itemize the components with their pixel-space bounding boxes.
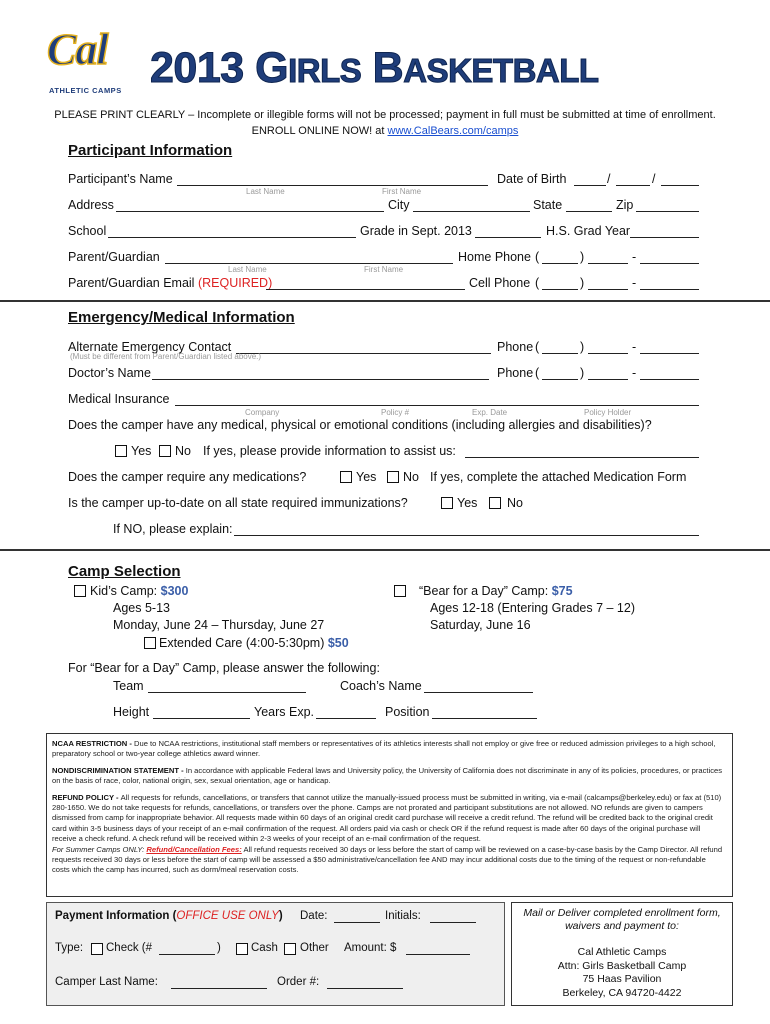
conditions-no-label: No	[175, 444, 191, 458]
meds-yes-checkbox[interactable]	[340, 471, 352, 483]
section-divider	[0, 300, 770, 302]
camper-last-name-label: Camper Last Name:	[55, 976, 158, 988]
camps-link[interactable]: www.CalBears.com/camps	[387, 125, 519, 137]
conditions-details-field[interactable]	[465, 457, 699, 458]
initials-label: Initials:	[385, 910, 421, 922]
height-label: Height	[113, 705, 150, 719]
dob-day-field[interactable]	[616, 185, 650, 186]
amount-field[interactable]	[406, 954, 470, 955]
years-exp-label: Years Exp.	[254, 705, 314, 719]
bear-camp-checkbox[interactable]	[394, 585, 406, 597]
grade-field[interactable]	[475, 237, 541, 238]
extended-care-price: $50	[327, 636, 349, 650]
kids-camp-dates: Monday, June 24 – Thursday, June 27	[113, 618, 325, 632]
dob-year-field[interactable]	[661, 185, 699, 186]
logo-text: Cal	[47, 25, 108, 74]
payment-date-label: Date:	[300, 910, 328, 922]
state-field[interactable]	[566, 211, 612, 212]
conditions-followup: If yes, please provide information to assist us:	[203, 444, 456, 458]
bear-questions-intro: For “Bear for a Day” Camp, please answer the following:	[68, 661, 380, 675]
cal-logo	[47, 24, 125, 98]
alt-phone-area[interactable]	[542, 353, 578, 354]
immunization-question: Is the camper up-to-date on all state required immunizations?	[68, 496, 408, 510]
immun-yes-label: Yes	[457, 496, 478, 510]
print-notice: PLEASE PRINT CLEARLY – Incomplete or illegible forms will not be processed; payment in full must be submitted at time of enrollment.	[54, 109, 716, 121]
cell-phone-label: Cell Phone	[469, 276, 531, 290]
immun-no-label: No	[507, 496, 523, 510]
grad-year-field[interactable]	[630, 237, 699, 238]
alt-phone-line[interactable]	[640, 353, 699, 354]
cell-phone-line[interactable]	[640, 289, 699, 290]
explain-label: If NO, please explain:	[113, 522, 233, 536]
city-label: City	[388, 198, 410, 212]
check-number-field[interactable]	[159, 954, 215, 955]
cash-checkbox[interactable]	[236, 943, 248, 955]
extended-care-label: Extended Care (4:00-5:30pm) $50	[159, 636, 349, 650]
guardian-label: Parent/Guardian	[68, 250, 160, 264]
payment-date-field[interactable]	[334, 922, 380, 923]
address-label: Address	[68, 198, 114, 212]
home-phone-prefix[interactable]	[588, 263, 628, 264]
guardian-first-hint: First Name	[364, 265, 404, 274]
coach-field[interactable]	[424, 692, 533, 693]
cell-phone-area[interactable]	[542, 289, 578, 290]
participant-name-label: Participant’s Name	[68, 172, 173, 186]
team-label: Team	[113, 679, 144, 693]
grade-label: Grade in Sept. 2013	[360, 224, 472, 238]
home-phone-line[interactable]	[640, 263, 699, 264]
guardian-last-hint: Last Name	[228, 265, 267, 274]
position-field[interactable]	[432, 718, 537, 719]
zip-field[interactable]	[636, 211, 699, 212]
doctor-phone-label: Phone	[497, 366, 534, 380]
company-hint: Company	[245, 408, 280, 417]
insurance-label: Medical Insurance	[68, 392, 170, 406]
guardian-field[interactable]	[165, 263, 453, 264]
kids-camp-checkbox[interactable]	[74, 585, 86, 597]
order-number-label: Order #:	[277, 976, 320, 988]
check-checkbox[interactable]	[91, 943, 103, 955]
email-field[interactable]	[266, 289, 465, 290]
bear-camp-price: $75	[551, 584, 573, 598]
dob-label: Date of Birth	[497, 172, 567, 186]
mail-instructions: Mail or Deliver completed enrollment form, waivers and payment to:	[523, 907, 721, 932]
alt-phone-prefix[interactable]	[588, 353, 628, 354]
check-label: Check (#	[106, 942, 153, 954]
page-title: 2013 GIRLS BASKETBALL	[150, 44, 599, 92]
order-number-field[interactable]	[327, 988, 403, 989]
bear-camp-date: Saturday, June 16	[430, 618, 531, 632]
policy-number-hint: Policy #	[381, 408, 410, 417]
required-marker: (REQUIRED)	[197, 276, 273, 290]
refund-policy: REFUND POLICY - All requests for refunds, cancellations, or transfers that cannot utilize the manually-issued process must be submitted in writing, via e-mail (calcamps@berkeley.edu) or fax at (510) 280-1650. We do not take requests for refunds, cancellations, or transfers over the phone. Camps are not prorated and participant substitutions are not allowed. NO refunds are given to campers dismissed from camp for inappropriate behavior. All requests made within 60 days of an original credit card purchase will receive a credit refund. The refund will be credited back to the original credit card within 3-5 business days of your receipt of an e-mail confirmation of the request. All orders paid via cash or check OR if the refund request is made after 60 days of the original purchase will receive a check refund. A check refund will be received within 2-3 weeks of your receipt of an e-mail confirmation of the request. For Summer Camps ONLY: Refund/Cancellation Fees: All refund requests received 30 days or less before the start of camp will be reviewed on a case-by-case basis by the Camp Director. All refund requests received 30 days or less before the start of camp will be assessed a $50 administrative/cancellation fee AND may incur additional costs due to the timing of the request or non-refundable costs which the camp has incurred, such as dorm/meal reservation costs.	[52, 792, 723, 875]
home-phone-label: Home Phone	[458, 250, 531, 264]
initials-field[interactable]	[430, 922, 476, 923]
insurance-field[interactable]	[175, 405, 699, 406]
position-label: Position	[385, 705, 430, 719]
city-field[interactable]	[413, 211, 530, 212]
ncaa-restriction: NCAA RESTRICTION - Due to NCAA restrictions, institutional staff members or representatives of its athletics interests shall not employ or give free or reduced admission privileges to a high school, preparatory school or two-year college athletics award winner.	[52, 739, 716, 759]
policy-holder-hint: Policy Holder	[584, 408, 632, 417]
enroll-notice: ENROLL ONLINE NOW! at www.CalBears.com/camps	[251, 125, 519, 137]
dob-month-field[interactable]	[574, 185, 606, 186]
participant-name-field[interactable]	[177, 185, 488, 186]
camper-last-name-field[interactable]	[171, 988, 267, 989]
address-field[interactable]	[116, 211, 384, 212]
emergency-heading: Emergency/Medical Information	[68, 309, 295, 326]
coach-label: Coach’s Name	[340, 679, 422, 693]
medications-question: Does the camper require any medications?	[68, 470, 307, 484]
explain-field[interactable]	[234, 535, 699, 536]
alt-contact-note: (Must be different from Parent/Guardian listed above.)	[70, 352, 262, 361]
state-label: State	[533, 198, 563, 212]
nondiscrimination-statement: NONDISCRIMINATION STATEMENT - In accordance with applicable Federal laws and University policy, the University of California does not discriminate in any of its policies, procedures, or practices on the basis of race, color, national origin, sex, sexual orientation, age or handicap.	[52, 765, 723, 786]
alt-contact-label: Alternate Emergency Contact	[68, 340, 232, 354]
doctor-field[interactable]	[152, 379, 489, 380]
doctor-phone-prefix[interactable]	[588, 379, 628, 380]
kids-camp-price: $300	[160, 584, 189, 598]
school-field[interactable]	[108, 237, 356, 238]
zip-label: Zip	[616, 198, 634, 212]
kids-camp-ages: Ages 5-13	[113, 601, 170, 615]
meds-followup: If yes, complete the attached Medication Form	[430, 470, 687, 484]
extended-care-checkbox[interactable]	[144, 637, 156, 649]
other-checkbox[interactable]	[284, 943, 296, 955]
grad-year-label: H.S. Grad Year	[546, 224, 631, 238]
alt-contact-field[interactable]	[236, 353, 491, 354]
payment-type-label: Type:	[55, 942, 84, 954]
doctor-phone-line[interactable]	[640, 379, 699, 380]
years-exp-field[interactable]	[316, 718, 376, 719]
other-label: Other	[300, 942, 329, 954]
amount-label: Amount: $	[344, 942, 397, 954]
cell-phone-prefix[interactable]	[588, 289, 628, 290]
home-phone-area[interactable]	[542, 263, 578, 264]
conditions-yes-checkbox[interactable]	[115, 445, 127, 457]
doctor-phone-area[interactable]	[542, 379, 578, 380]
meds-yes-label: Yes	[356, 470, 377, 484]
alt-phone-label: Phone	[497, 340, 534, 354]
mailing-address: Cal Athletic Camps Attn: Girls Basketball Camp 75 Haas Pavilion Berkeley, CA 94720-4422	[557, 946, 687, 999]
camp-heading: Camp Selection	[68, 563, 181, 580]
team-field[interactable]	[148, 692, 306, 693]
meds-no-checkbox[interactable]	[387, 471, 399, 483]
conditions-no-checkbox[interactable]	[159, 445, 171, 457]
height-field[interactable]	[153, 718, 250, 719]
school-label: School	[68, 224, 107, 238]
bear-camp-ages: Ages 12-18 (Entering Grades 7 – 12)	[430, 601, 635, 615]
conditions-yes-label: Yes	[131, 444, 152, 458]
section-divider	[0, 549, 770, 551]
immun-yes-checkbox[interactable]	[441, 497, 453, 509]
exp-date-hint: Exp. Date	[472, 408, 508, 417]
bear-camp-label: “Bear for a Day” Camp: $75	[419, 584, 573, 598]
first-name-hint: First Name	[382, 187, 422, 196]
payment-heading: Payment Information (OFFICE USE ONLY)	[55, 910, 283, 922]
doctor-label: Doctor’s Name	[68, 366, 151, 380]
meds-no-label: No	[403, 470, 419, 484]
cash-label: Cash	[251, 942, 278, 954]
last-name-hint: Last Name	[246, 187, 285, 196]
participant-heading: Participant Information	[68, 142, 233, 159]
email-label: Parent/Guardian Email (REQUIRED)	[68, 276, 273, 290]
immun-no-checkbox[interactable]	[489, 497, 501, 509]
logo-subtitle: ATHLETIC CAMPS	[49, 86, 122, 95]
policies-box	[46, 733, 733, 897]
conditions-question: Does the camper have any medical, physical or emotional conditions (including allergies and disabilities)?	[68, 418, 652, 432]
kids-camp-label: Kid’s Camp: $300	[90, 584, 189, 598]
